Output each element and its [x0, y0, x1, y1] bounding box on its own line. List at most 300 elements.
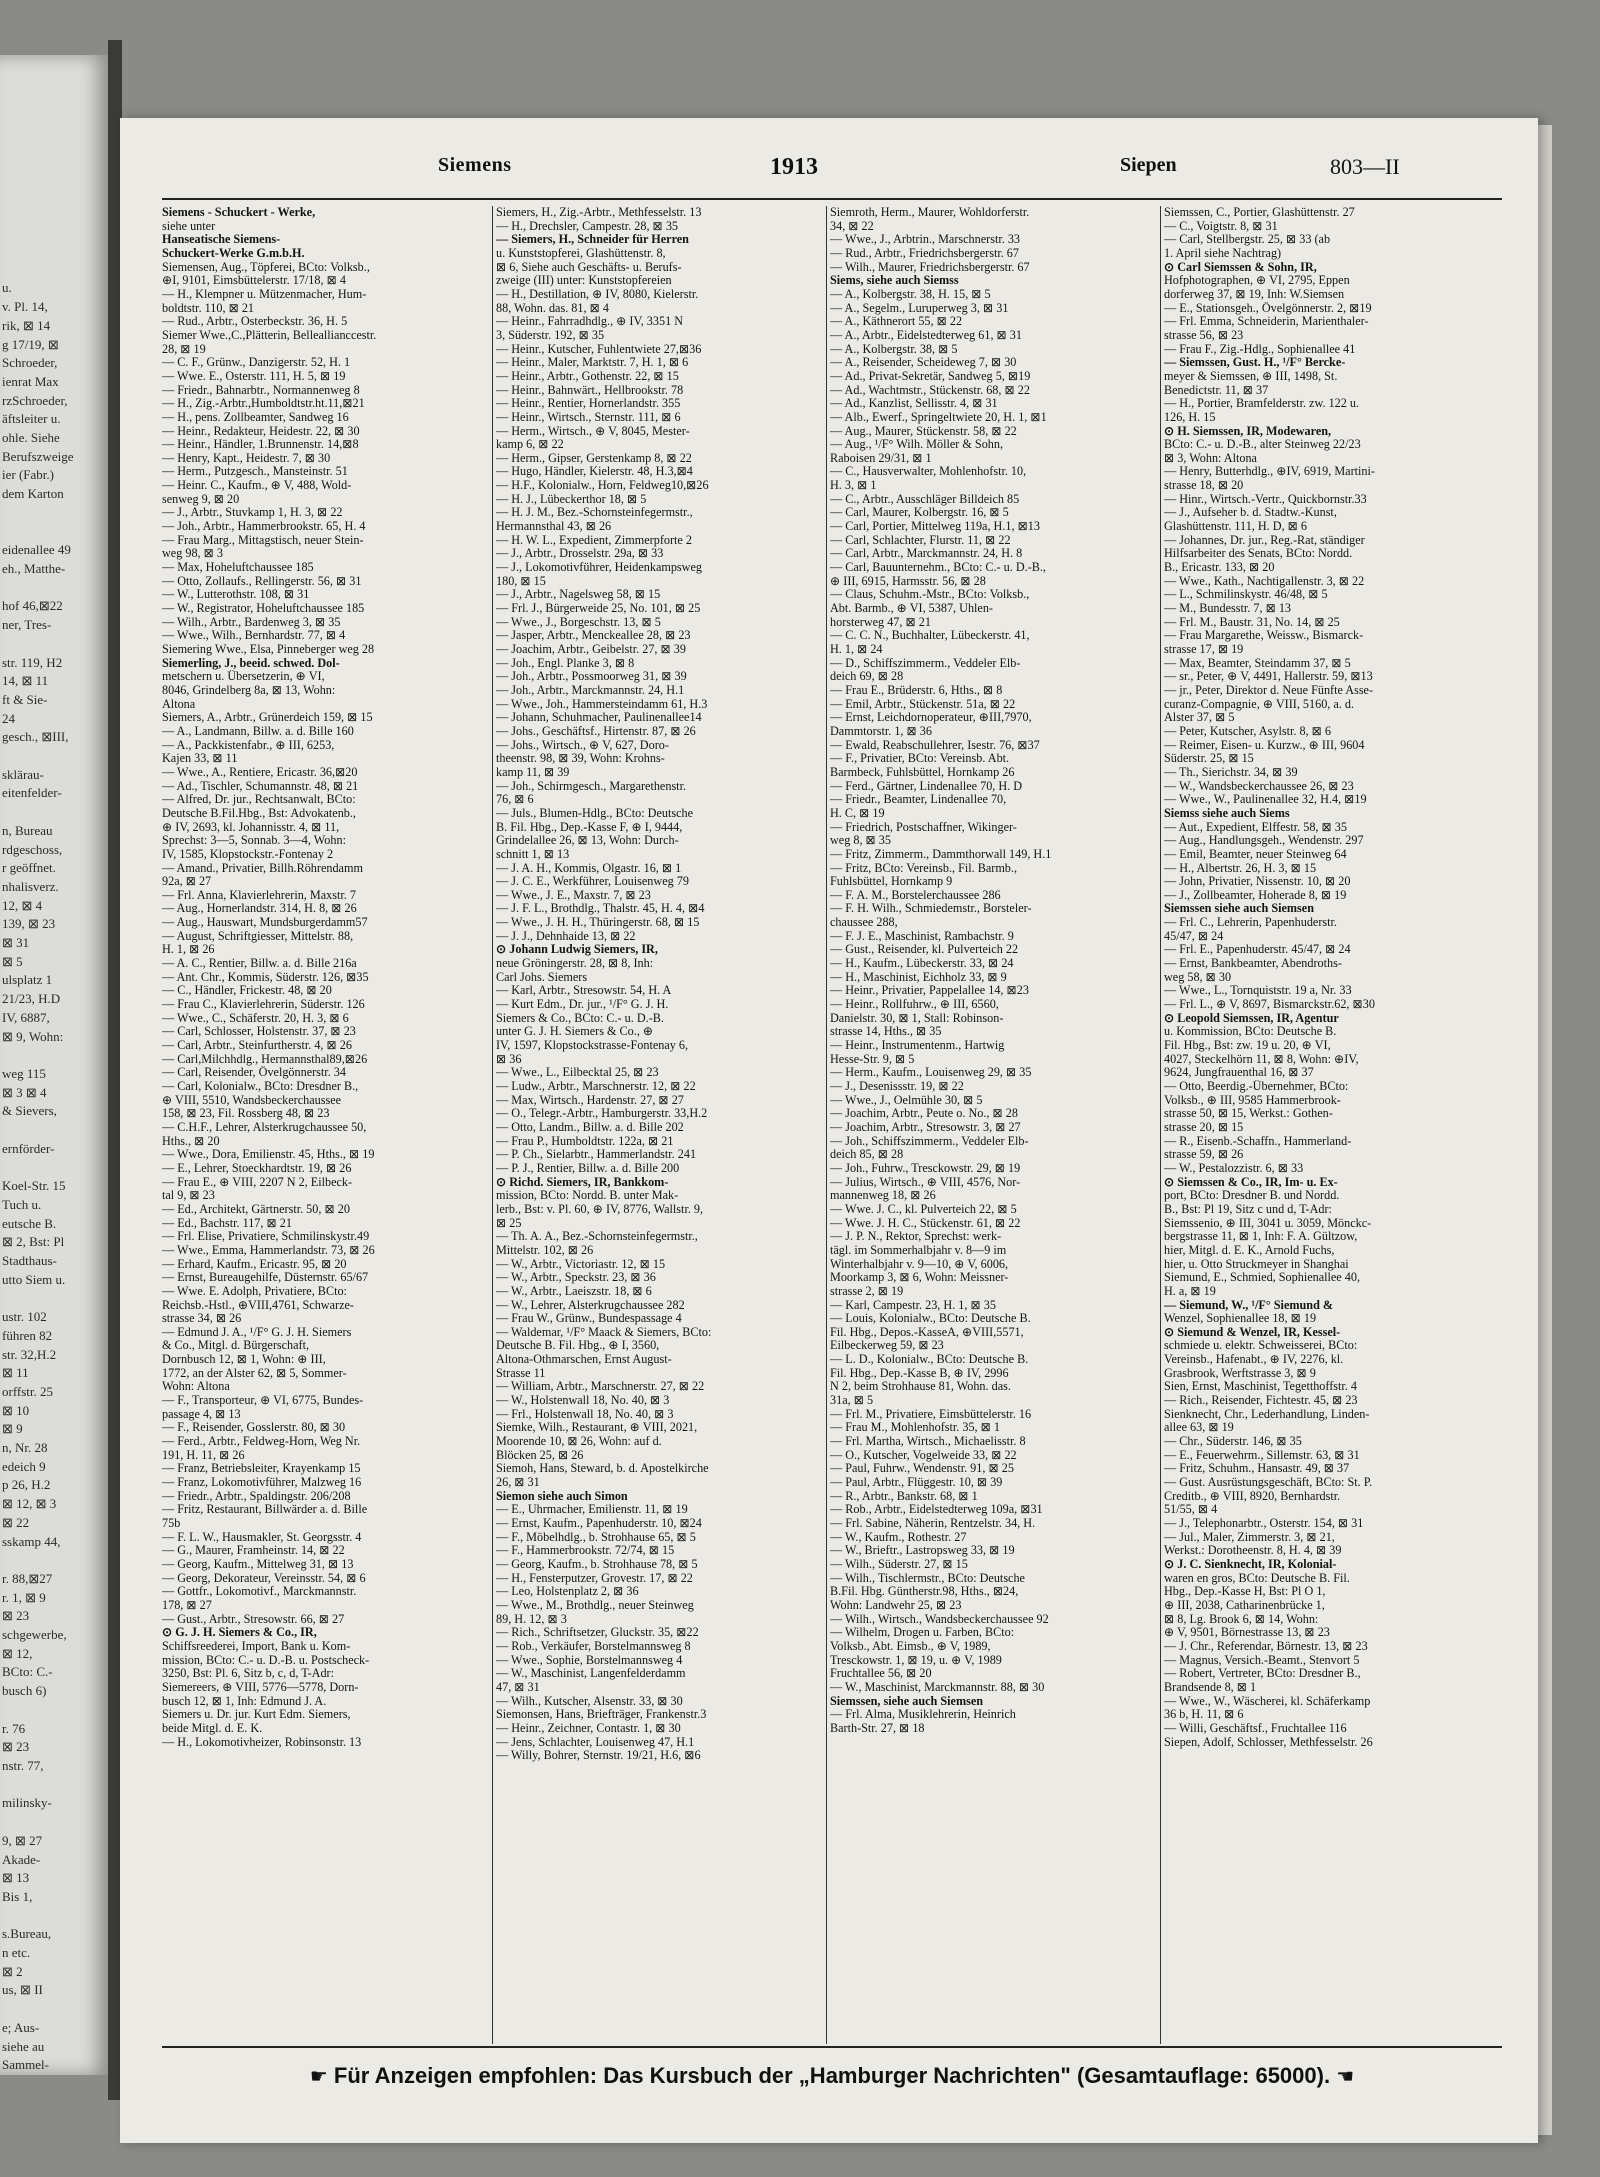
facing-page-line: ⊠ 9, Wohn:: [2, 1028, 64, 1044]
directory-entry-line: — F. L. W., Hausmakler, St. Georgsstr. 4: [162, 1530, 362, 1544]
directory-entry-line: — Peter, Kutscher, Asylstr. 8, ⊠ 6: [1164, 724, 1331, 738]
directory-entry-line: ⊙ Siemssen & Co., IR, Im- u. Ex-: [1164, 1175, 1338, 1189]
facing-page-line: Bis 1,: [2, 1888, 33, 1904]
header-first-entry: Siemens: [438, 154, 512, 176]
facing-page-line: [0, 130, 112, 149]
directory-entry-line: Eilbeckerweg 59, ⊠ 23: [830, 1339, 944, 1353]
facing-page-line: [0, 1158, 112, 1177]
directory-entry-line: — Wilh., Kutscher, Alsenstr. 33, ⊠ 30: [496, 1694, 683, 1708]
directory-entry-line: 4027, Steckelhörn 11, ⊠ 8, Wohn: ⊕IV,: [1164, 1052, 1359, 1066]
facing-page-line: str. 32,H.2: [2, 1346, 57, 1362]
directory-entry-line: — Heinr., Rollfuhrw., ⊕ III, 6560,: [830, 998, 999, 1012]
directory-entry-line: — H., pens. Zollbeamter, Sandweg 16: [162, 410, 349, 424]
directory-entry-line: ⊙ J. C. Sienknecht, IR, Kolonial-: [1164, 1557, 1337, 1571]
directory-entry-line: — W., Registrator, Hoheluftchaussee 185: [162, 602, 365, 616]
directory-entry-line: — F., Möbelhdlg., b. Strohhause 65, ⊠ 5: [496, 1530, 696, 1544]
directory-entry-line: senweg 9, ⊠ 20: [162, 492, 240, 506]
directory-entry-line: Fil. Hbg., Bst: zw. 19 u. 20, ⊕ VI,: [1164, 1039, 1331, 1053]
directory-entry-line: — Wilhelm, Drogen u. Farben, BCto:: [830, 1626, 1015, 1640]
directory-entry-line: — Carl, Portier, Mittelweg 119a, H.1, ⊠13: [830, 520, 1040, 534]
facing-page-line: e; Aus-: [2, 2019, 40, 2035]
directory-entry-line: — Max, Hoheluftchaussee 185: [162, 561, 314, 575]
directory-entry-line: — Friedr., Arbtr., Spaldingstr. 206/208: [162, 1489, 351, 1503]
directory-entry-line: Blöcken 25, ⊠ 26: [496, 1448, 584, 1462]
directory-entry-line: Fruchtallee 56, ⊠ 20: [830, 1667, 932, 1681]
facing-page-line: weg 115: [2, 1065, 46, 1081]
directory-entry-line: — L. D., Kolonialw., BCto: Deutsche B.: [830, 1353, 1029, 1367]
facing-page-line: ier (Fabr.): [2, 467, 54, 483]
directory-entry-line: — Willi, Geschäftsf., Fruchtallee 116: [1164, 1721, 1347, 1735]
directory-entry-line: — Ferd., Gärtner, Lindenallee 70, H. D: [830, 779, 1023, 793]
directory-entry-line: — Frl. L., ⊕ V, 8697, Bismarckstr.62, ⊠30: [1164, 998, 1375, 1012]
directory-entry-line: — Joh., Arbtr., Marckmannstr. 24, H.1: [496, 683, 685, 697]
directory-entry-line: & Co., Mitgl. d. Bürgerschaft,: [162, 1339, 310, 1353]
directory-entry-line: — Alb., Ewerf., Springeltwiete 20, H. 1, ⊠1: [830, 410, 1047, 424]
directory-entry-line: B., Ericastr. 133, ⊠ 20: [1164, 561, 1275, 575]
directory-entry-line: — H., Albertstr. 26, H. 3, ⊠ 15: [1164, 861, 1317, 875]
directory-entry-line: 31a, ⊠ 5: [830, 1394, 874, 1408]
facing-page-fragment: [0, 55, 112, 2075]
directory-entry-line: Siemerling, J., beeid. schwed. Dol-: [162, 656, 340, 670]
directory-entry-line: Hanseatische Siemens-: [162, 233, 281, 247]
directory-entry-line: chaussee 288,: [830, 916, 898, 930]
facing-page-line: str. 119, H2: [2, 654, 63, 670]
directory-entry-line: — Aug., Hauswart, Mundsburgerdamm57: [162, 916, 368, 930]
footer-rule: [162, 2046, 1502, 2048]
directory-entry-line: — C.H.F., Lehrer, Alsterkrugchaussee 50,: [162, 1120, 367, 1134]
directory-entry-line: ⊕ III, 2038, Catharinenbrücke 1,: [1164, 1598, 1325, 1612]
directory-entry-line: Schiffsreederei, Import, Bank u. Kom-: [162, 1639, 351, 1653]
directory-entry-line: horsterweg 47, ⊠ 21: [830, 615, 931, 629]
directory-entry-line: — W., Maschinist, Langenfelderdamm: [496, 1667, 686, 1681]
directory-entry-line: weg 8, ⊠ 35: [830, 834, 891, 848]
directory-entry-line: strasse 50, ⊠ 15, Werkst.: Gothen-: [1164, 1107, 1333, 1121]
facing-page-line: 139, ⊠ 23: [2, 916, 56, 932]
directory-entry-line: Benedictstr. 11, ⊠ 37: [1164, 383, 1269, 397]
directory-entry-line: Wohn: Landwehr 25, ⊠ 23: [830, 1598, 962, 1612]
directory-entry-line: — Heinr., Maler, Marktstr. 7, H. 1, ⊠ 6: [496, 356, 689, 370]
facing-page-line: Koel-Str. 15: [2, 1178, 66, 1194]
facing-page-line: g 17/19, ⊠: [2, 336, 59, 352]
directory-entry-line: — Frau Margarethe, Weissw., Bismarck-: [1164, 629, 1364, 643]
facing-page-line: [0, 1813, 112, 1832]
directory-entry-line: — Otto, Zollaufs., Rellingerstr. 56, ⊠ 31: [162, 574, 362, 588]
facing-page-line: r. 76: [2, 1720, 26, 1736]
directory-entry-line: IV, 1585, Klopstockstr.-Fontenay 2: [162, 847, 334, 861]
directory-entry-line: curanz-Compagnie, ⊕ VIII, 5160, a. d.: [1164, 697, 1355, 711]
directory-entry-line: — Henry, Butterhdlg., ⊕IV, 6919, Martini-: [1164, 465, 1375, 479]
directory-entry-line: — Wilh., Maurer, Friedrichsbergerstr. 67: [830, 260, 1030, 274]
directory-entry-line: Fuhlsbüttel, Hornkamp 9: [830, 875, 953, 889]
directory-entry-line: — Ant. Chr., Kommis, Süderstr. 126, ⊠35: [162, 970, 369, 984]
directory-entry-line: — Carl, Stellbergstr. 25, ⊠ 33 (ab: [1164, 233, 1331, 247]
facing-page-line: 14, ⊠ 11: [2, 673, 49, 689]
facing-page-line: [0, 261, 112, 280]
directory-entry-line: — Joh., Fuhrw., Tresckowstr. 29, ⊠ 19: [830, 1161, 1021, 1175]
directory-entry-line: — W., Lutterothstr. 108, ⊠ 31: [162, 588, 310, 602]
directory-entry-line: Siemssen siehe auch Siemsen: [1164, 902, 1314, 916]
directory-entry-line: — jr., Peter, Direktor d. Neue Fünfte Asse-: [1164, 683, 1374, 697]
directory-entry-line: — Heinr., Fahrradhdlg., ⊕ IV, 3351 N: [496, 315, 684, 329]
facing-page-line: sklärau-: [2, 766, 44, 782]
directory-entry-line: — Rud., Arbtr., Friedrichsbergerstr. 67: [830, 246, 1019, 260]
directory-entry-line: — Carl, Schlachter, Flurstr. 11, ⊠ 22: [830, 533, 1011, 547]
directory-entry-line: — W., Brieftr., Lastropsweg 33, ⊠ 19: [830, 1544, 1015, 1558]
directory-entry-line: H. 1, ⊠ 26: [162, 943, 215, 957]
facing-page-line: IV, 6887,: [2, 1009, 50, 1025]
facing-page-line: eutsche B.: [2, 1215, 57, 1231]
directory-entry-line: 1. April siehe Nachtrag): [1164, 246, 1282, 260]
directory-entry-line: — Joh., Arbtr., Hammerbrookstr. 65, H. 4: [162, 520, 366, 534]
directory-entry-line: — J., Arbtr., Nagelsweg 58, ⊠ 15: [496, 588, 661, 602]
directory-entry-line: lerb., Bst: v. Pl. 60, ⊕ IV, 8776, Wallstr. 9,: [496, 1202, 704, 1216]
directory-entry-line: Fil. Hbg., Dep.-Kasse B, ⊕ IV, 2996: [830, 1366, 1009, 1380]
pointing-hand-icon: ☚: [1336, 2064, 1355, 2088]
directory-entry-line: ⊕ III, 6915, Harmsstr. 56, ⊠ 28: [830, 574, 986, 588]
facing-page-line: rdgeschoss,: [2, 841, 63, 857]
directory-entry-line: — Max, Beamter, Steindamm 37, ⊠ 5: [1164, 656, 1351, 670]
facing-page-line: ienrat Max: [2, 373, 59, 389]
directory-entry-line: — Franz, Lokomotivführer, Malzweg 16: [162, 1476, 362, 1490]
directory-entry-line: Siemssenio, ⊕ III, 3041 u. 3059, Mönckc-: [1164, 1216, 1372, 1230]
facing-page-line: busch 6): [2, 1683, 47, 1699]
directory-entry-line: — Joh., Schiffszimmerm., Veddeler Elb-: [830, 1134, 1029, 1148]
directory-entry-line: theenstr. 98, ⊠ 39, Wohn: Krohns-: [496, 752, 665, 766]
directory-entry-line: — Wwe. J. C., kl. Pulverteich 22, ⊠ 5: [830, 1202, 1017, 1216]
directory-entry-line: Siemereers, ⊕ VIII, 5776—5778, Dorn-: [162, 1680, 359, 1694]
directory-entry-line: — J., Lokomotivführer, Heidenkampsweg: [496, 561, 702, 575]
facing-page-line: [0, 223, 112, 242]
facing-page-line: orffstr. 25: [2, 1383, 54, 1399]
directory-entry-line: kamp 11, ⊠ 39: [496, 765, 570, 779]
directory-entry-line: H. 1, ⊠ 24: [830, 643, 883, 656]
facing-page-line: 9, ⊠ 27: [2, 1832, 43, 1848]
directory-entry-line: Siemoh, Hans, Steward, b. d. Apostelkirche: [496, 1462, 709, 1476]
facing-page-text: [0, 55, 112, 2075]
facing-page-line: & Sievers,: [2, 1103, 57, 1119]
directory-entry-line: — Frau C., Klavierlehrerin, Süderstr. 126: [162, 998, 365, 1012]
directory-entry-line: — C., Händler, Frickestr. 48, ⊠ 20: [162, 984, 332, 998]
directory-entry-line: — W., Arbtr., Laeiszstr. 18, ⊠ 6: [496, 1284, 652, 1298]
facing-page-line: edeich 9: [2, 1458, 46, 1474]
facing-page-line: [0, 242, 112, 261]
directory-entry-line: ⊙ H. Siemssen, IR, Modewaren,: [1164, 424, 1332, 438]
directory-entry-line: — Paul, Fuhrw., Wendenstr. 91, ⊠ 25: [830, 1462, 1014, 1476]
directory-entry-line: 1772, an der Alster 62, ⊠ 5, Sommer-: [162, 1366, 347, 1380]
facing-page-line: ⊠ 13: [2, 1870, 30, 1886]
directory-entry-line: 3250, Bst: Pl. 6, Sitz b, c, d, T-Adr:: [162, 1667, 334, 1681]
facing-page-line: [0, 504, 112, 523]
facing-page-line: eh., Matthe-: [2, 560, 66, 576]
directory-entry-line: 47, ⊠ 31: [496, 1680, 540, 1694]
directory-entry-line: — Carl, Maurer, Kolbergstr. 16, ⊠ 5: [830, 506, 1009, 520]
directory-entry-line: 75b: [162, 1517, 181, 1530]
directory-entry-line: — Wwe., Sophie, Borstelmannsweg 4: [496, 1653, 683, 1667]
directory-entry-line: 76, ⊠ 6: [496, 793, 534, 807]
directory-entry-line: ⊕ V, 9501, Börnestrasse 13, ⊠ 23: [1164, 1626, 1330, 1640]
directory-entry-line: u. Kunststopferei, Glashüttenstr. 8,: [496, 246, 666, 260]
facing-page-line: v. Pl. 14,: [2, 299, 48, 315]
directory-entry-line: ⊕I, 9101, Eimsbüttelerstr. 17/18, ⊠ 4: [162, 274, 346, 288]
facing-page-line: [0, 1776, 112, 1795]
directory-entry-line: BCto: C.- u. D.-B., alter Steinweg 22/23: [1164, 438, 1361, 452]
directory-entry-line: — Herm., Wirtsch., ⊕ V, 8045, Mester-: [496, 424, 690, 438]
facing-page-line: r geöffnet.: [2, 860, 56, 876]
facing-page-line: ner, Tres-: [2, 617, 52, 633]
directory-entry-line: — A. C., Rentier, Billw. a. d. Bille 216a: [162, 957, 357, 971]
directory-entry-line: Abt. Barmb., ⊕ VI, 5387, Uhlen-: [830, 602, 993, 616]
directory-entry-line: allee 63, ⊠ 19: [1164, 1421, 1234, 1435]
directory-entry-line: — A., Segelm., Luruperweg 3, ⊠ 31: [830, 301, 1009, 315]
directory-entry-line: — Carl, Schlosser, Holstenstr. 37, ⊠ 23: [162, 1025, 356, 1039]
directory-entry-line: — Franz, Betriebsleiter, Krayenkamp 15: [162, 1462, 361, 1476]
facing-page-line: r. 88,⊠27: [2, 1570, 53, 1586]
directory-entry-line: 88, Wohn. das. 81, ⊠ 4: [496, 301, 609, 315]
directory-entry-line: — Rich., Reisender, Fichtestr. 45, ⊠ 23: [1164, 1394, 1358, 1408]
directory-entry-line: mannenweg 18, ⊠ 26: [830, 1189, 936, 1203]
directory-entry-line: — August, Schriftgiesser, Mittelstr. 88,: [162, 929, 354, 943]
directory-entry-line: — J. J., Dehnhaide 13, ⊠ 22: [496, 929, 636, 943]
directory-entry-line: — Ernst, Leichdornoperateur, ⊕III,7970,: [830, 711, 1032, 725]
directory-entry-line: — Heinr., Arbtr., Gothenstr. 22, ⊠ 15: [496, 369, 679, 383]
directory-entry-line: — A., Kolbergstr. 38, ⊠ 5: [830, 342, 958, 356]
directory-entry-line: — Johs., Geschäftsf., Hirtenstr. 87, ⊠ 26: [496, 724, 696, 738]
directory-entry-line: tägl. im Sommerhalbjahr v. 8—9 im: [830, 1243, 1007, 1257]
directory-entry-line: Reichsb.-Hstl., ⊕VIII,4761, Schwarze-: [162, 1298, 354, 1312]
facing-page-line: [0, 92, 112, 111]
facing-page-line: rzSchroeder,: [2, 392, 68, 408]
directory-entry-line: — Gust., Arbtr., Stresowstr. 66, ⊠ 27: [162, 1612, 345, 1626]
directory-entry-line: 28, ⊠ 19: [162, 342, 206, 356]
directory-entry-line: — Wwe., A., Rentiere, Ericastr. 36,⊠20: [162, 765, 358, 779]
directory-entry-line: Vereinsb., Hafenabt., ⊕ IV, 2276, kl.: [1164, 1353, 1344, 1367]
facing-page-line: s.Bureau,: [2, 1926, 52, 1942]
directory-entry-line: — Wwe., J., Arbtrin., Marschnerstr. 33: [830, 233, 1021, 247]
directory-entry-line: — Heinr., Zeichner, Contastr. 1, ⊠ 30: [496, 1721, 681, 1735]
directory-entry-line: — Ad., Kanzlist, Sellisstr. 4, ⊠ 31: [830, 397, 998, 411]
directory-entry-line: — Wwe., C., Schäferstr. 20, H. 3, ⊠ 6: [162, 1011, 349, 1025]
directory-entry-line: — Gottfr., Lokomotivf., Marckmannstr.: [162, 1585, 357, 1599]
directory-entry-line: — F. J. E., Maschinist, Rambachstr. 9: [830, 929, 1014, 943]
directory-entry-line: — H., Klempner u. Mützenmacher, Hum-: [162, 287, 367, 301]
directory-entry-line: — Aug., ¹/F° Wilh. Möller & Sohn,: [830, 438, 1004, 452]
directory-entry-line: — J. A. H., Kommis, Olgastr. 16, ⊠ 1: [496, 861, 682, 875]
directory-entry-line: Sien, Ernst, Maschinist, Tegetthoffstr. 4: [1164, 1380, 1358, 1394]
footer-text: Für Anzeigen empfohlen: Das Kursbuch der „Hamburger Nachrichten" (Gesamtauflage: 65000).: [333, 2063, 1331, 2088]
directory-entry-line: waren en gros, BCto: Deutsche B. Fil.: [1164, 1571, 1350, 1585]
directory-entry-line: — C., Arbtr., Ausschläger Billdeich 85: [830, 492, 1020, 506]
column-divider: [826, 206, 827, 2044]
directory-entry-line: — Karl, Arbtr., Stresowstr. 54, H. A: [496, 984, 672, 998]
directory-entry-line: IV, 1597, Klopstockstrasse-Fontenay 6,: [496, 1039, 689, 1053]
directory-entry-line: — J. P. N., Rektor, Sprechst: werk-: [830, 1230, 1002, 1244]
directory-entry-line: — F., Privatier, BCto: Vereinsb. Abt.: [830, 752, 1010, 766]
directory-entry-line: Hesse-Str. 9, ⊠ 5: [830, 1052, 915, 1066]
directory-entry-line: — Friedrich, Postschaffner, Wikinger-: [830, 820, 1017, 834]
pointing-hand-icon: ☛: [309, 2064, 328, 2088]
directory-entry-line: dorferweg 37, ⊠ 19, Inh: W.Siemsen: [1164, 287, 1345, 301]
directory-entry-line: — Ewald, Reabschullehrer, Isestr. 76, ⊠37: [830, 738, 1040, 752]
directory-entry-line: — Waldemar, ¹/F° Maack & Siemers, BCto:: [496, 1325, 712, 1339]
facing-page-line: [0, 1121, 112, 1140]
directory-entry-line: deich 85, ⊠ 28: [830, 1148, 904, 1162]
directory-entry-line: — Wwe., M., Brothdlg., neuer Steinweg: [496, 1598, 694, 1612]
directory-entry-line: — Rob., Arbtr., Eidelstedterweg 109a, ⊠31: [830, 1503, 1043, 1517]
directory-entry-line: Kajen 33, ⊠ 11: [162, 752, 238, 766]
directory-entry-line: — Wwe., L., Eilbecktal 25, ⊠ 23: [496, 1066, 659, 1080]
directory-entry-line: — F., Hammerbrookstr. 72/74, ⊠ 15: [496, 1544, 675, 1558]
column-4: [1164, 206, 1489, 2044]
directory-entry-line: — Erhard, Kaufm., Ericastr. 95, ⊠ 20: [162, 1257, 347, 1271]
facing-page-line: us, ⊠ II: [2, 1982, 43, 1998]
facing-page-line: Akade-: [2, 1851, 41, 1867]
facing-page-line: 12, ⊠ 4: [2, 897, 43, 913]
directory-entry-line: ⊙ Richd. Siemers, IR, Bankkom-: [496, 1175, 669, 1189]
directory-entry-line: — Chr., Süderstr. 146, ⊠ 35: [1164, 1435, 1302, 1449]
directory-entry-line: Siemens - Schuckert - Werke,: [162, 206, 316, 219]
directory-entry-line: — Th., Sierichstr. 34, ⊠ 39: [1164, 765, 1298, 779]
directory-entry-line: B.Fil. Hbg. Güntherstr.98, Hths., ⊠24,: [830, 1585, 1019, 1599]
directory-entry-line: boldtstr. 110, ⊠ 21: [162, 301, 255, 315]
directory-entry-line: — Frau P., Humboldtstr. 122a, ⊠ 21: [496, 1134, 674, 1148]
directory-entry-line: ⊠ 25: [496, 1216, 522, 1230]
directory-entry-line: zweige (III) unter: Kunststopfereien: [496, 274, 672, 288]
directory-entry-line: — Frl. Martha, Wirtsch., Michaelisstr. 8: [830, 1435, 1026, 1449]
facing-page-line: [0, 1701, 112, 1720]
directory-entry-line: — E., Lehrer, Stoeckhardtstr. 19, ⊠ 26: [162, 1161, 352, 1175]
directory-entry-line: schmiede u. elektr. Schweisserei, BCto:: [1164, 1339, 1358, 1353]
directory-entry-line: — Ernst, Kaufm., Papenhuderstr. 10, ⊠24: [496, 1517, 702, 1530]
directory-entry-line: — Heinr., Händler, 1.Brunnenstr. 14,⊠8: [162, 438, 359, 452]
directory-entry-line: — W., Pestalozzistr. 6, ⊠ 33: [1164, 1161, 1304, 1175]
directory-entry-line: — J., Arbtr., Stuvkamp 1, H. 3, ⊠ 22: [162, 506, 343, 520]
directory-entry-line: hier, Mitgl. d. E. K., Arnold Fuchs,: [1164, 1243, 1335, 1257]
directory-entry-line: — J., Zollbeamter, Hoherade 8, ⊠ 19: [1164, 888, 1347, 902]
directory-entry-line: 92a, ⊠ 27: [162, 875, 212, 889]
directory-entry-line: 3, Süderstr. 192, ⊠ 35: [496, 328, 605, 342]
directory-entry-line: — Amand., Privatier, Billh.Röhrendamm: [162, 861, 363, 875]
directory-entry-line: — Georg, Kaufm., b. Strohhause 78, ⊠ 5: [496, 1557, 698, 1571]
directory-entry-line: — F. H. Wilh., Schmiedemstr., Borsteler-: [830, 902, 1032, 916]
directory-entry-line: — Emil, Arbtr., Stückenstr. 51a, ⊠ 22: [830, 697, 1016, 711]
facing-page-line: schgewerbe,: [2, 1627, 67, 1643]
page-number: 803—II: [1330, 154, 1400, 179]
directory-entry-line: u. Kommission, BCto: Deutsche B.: [1164, 1025, 1337, 1039]
column-divider: [1160, 206, 1161, 2044]
directory-entry-line: — Henry, Kapt., Heidestr. 7, ⊠ 30: [162, 451, 331, 465]
directory-entry-line: — Wwe., J. H. H., Thüringerstr. 68, ⊠ 15: [496, 916, 700, 930]
directory-entry-line: Hths., ⊠ 20: [162, 1134, 220, 1148]
directory-entry-line: Grasbrook, Werftstrasse 3, ⊠ 9: [1164, 1366, 1316, 1380]
facing-page-line: n, Bureau: [2, 822, 53, 838]
directory-entry-line: — Wwe. E. Adolph, Privatiere, BCto:: [162, 1284, 347, 1298]
directory-entry-line: — Joachim, Arbtr., Stresowstr. 3, ⊠ 27: [830, 1120, 1021, 1134]
directory-entry-line: ⊙ Leopold Siemssen, IR, Agentur: [1164, 1011, 1339, 1025]
directory-entry-line: 34, ⊠ 22: [830, 219, 874, 233]
directory-entry-line: — Max, Wirtsch., Hardenstr. 27, ⊠ 27: [496, 1093, 684, 1107]
directory-entry-line: — Rud., Arbtr., Osterbeckstr. 36, H. 5: [162, 315, 348, 329]
facing-page-line: [0, 186, 112, 205]
directory-entry-line: B., Bst: Pl 19, Sitz c und d, T-Adr:: [1164, 1202, 1332, 1216]
directory-entry-line: — Frl. Emma, Schneiderin, Marienthaler-: [1164, 315, 1369, 329]
directory-entry-line: — C., Voigtstr. 8, ⊠ 31: [1164, 219, 1278, 233]
facing-page-line: utto Siem u.: [2, 1271, 66, 1287]
directory-entry-line: strasse 59, ⊠ 26: [1164, 1148, 1244, 1162]
directory-entry-line: — Wilh., Süderstr. 27, ⊠ 15: [830, 1557, 968, 1571]
advertisement-footer: [162, 2056, 1502, 2096]
directory-entry-line: H. a, ⊠ 19: [1164, 1284, 1216, 1298]
directory-entry-line: — H., Drechsler, Campestr. 28, ⊠ 35: [496, 219, 679, 233]
directory-entry-line: Altona-Othmarschen, Ernst August-: [496, 1353, 672, 1367]
facing-page-line: ⊠ 12, ⊠ 3: [2, 1496, 57, 1512]
directory-entry-line: Hilfsarbeiter des Senats, BCto: Nordd.: [1164, 547, 1353, 561]
directory-entry-line: — H., Portier, Bramfelderstr. zw. 122 u.: [1164, 397, 1360, 411]
directory-entry-line: ⊕ IV, 2693, kl. Johannisstr. 4, ⊠ 11,: [162, 820, 340, 834]
directory-entry-line: 158, ⊠ 23, Fil. Rossberg 48, ⊠ 23: [162, 1107, 330, 1121]
directory-entry-line: Siemss siehe auch Siems: [1164, 806, 1290, 820]
directory-entry-line: — H. J., Lübeckerthor 18, ⊠ 5: [496, 492, 647, 506]
directory-entry-line: — J., Aufseher b. d. Stadtw.-Kunst,: [1164, 506, 1337, 520]
facing-page-line: ⊠ 2, Bst: Pl: [2, 1234, 65, 1250]
facing-page-line: [0, 149, 112, 168]
directory-entry-line: — Jens, Schlachter, Louisenweg 47, H.1: [496, 1735, 695, 1749]
directory-entry-line: Siemering Wwe., Elsa, Pinneberger weg 28: [162, 643, 375, 656]
directory-entry-line: hier, u. Otto Struckmeyer in Shanghai: [1164, 1257, 1349, 1271]
directory-entry-line: — William, Arbtr., Marschnerstr. 27, ⊠ 22: [496, 1380, 705, 1394]
facing-page-line: ernförder-: [2, 1140, 55, 1156]
directory-entry-line: — Siemssen, Gust. H., ¹/F° Bercke-: [1164, 356, 1346, 370]
directory-entry-line: — W., Arbtr., Victoriastr. 12, ⊠ 15: [496, 1257, 666, 1271]
directory-entry-line: — Heinr., Instrumentenm., Hartwig: [830, 1039, 1005, 1053]
directory-entry-line: — J. F. L., Brothdlg., Thalstr. 45, H. 4, ⊠4: [496, 902, 705, 916]
directory-entry-line: — Leo, Holstenplatz 2, ⊠ 36: [496, 1585, 639, 1599]
directory-entry-line: — Hugo, Händler, Kielerstr. 48, H.3,⊠4: [496, 465, 693, 479]
directory-entry-line: — Siemund, W., ¹/F° Siemund &: [1164, 1298, 1334, 1312]
directory-entry-line: — Frl. Anna, Klavierlehrerin, Maxstr. 7: [162, 888, 356, 902]
facing-page-line: ⊠ 23: [2, 1739, 30, 1755]
facing-page-line: BCto: C.-: [2, 1664, 53, 1680]
directory-entry-line: Dammtorstr. 1, ⊠ 36: [830, 724, 932, 738]
directory-entry-line: — Joh., Arbtr., Possmoorweg 31, ⊠ 39: [496, 670, 687, 684]
facing-page-line: äftsleiter u.: [2, 411, 61, 427]
directory-entry-line: — O., Telegr.-Arbtr., Hamburgerstr. 33,H.2: [496, 1107, 708, 1121]
directory-entry-line: — W., Holstenwall 18, No. 40, ⊠ 3: [496, 1394, 670, 1408]
directory-entry-line: — Heinr., Rentier, Hornerlandstr. 355: [496, 397, 681, 411]
facing-page-line: ⊠ 10: [2, 1402, 30, 1418]
directory-entry-line: — C. C. N., Buchhalter, Lübeckerstr. 41,: [830, 629, 1030, 643]
directory-entry-line: — F., Transporteur, ⊕ VI, 6775, Bundes-: [162, 1394, 364, 1408]
directory-entry-line: 8046, Grindelberg 8a, ⊠ 13, Wohn:: [162, 683, 336, 697]
facing-page-line: [0, 635, 112, 654]
directory-entry-line: — M., Bundesstr. 7, ⊠ 13: [1164, 602, 1292, 616]
directory-entry-line: — Joh., Schirmgesch., Margarethenstr.: [496, 779, 687, 793]
facing-page-line: ulsplatz 1: [2, 972, 53, 988]
directory-entry-line: N 2, beim Strohhause 81, Wohn. das.: [830, 1380, 1011, 1394]
directory-entry-line: — Otto, Beerdig.-Übernehmer, BCto:: [1164, 1080, 1349, 1093]
directory-entry-line: — Claus, Schuhm.-Mstr., BCto: Volksb.,: [830, 588, 1030, 602]
directory-entry-line: Süderstr. 25, ⊠ 15: [1164, 752, 1254, 766]
directory-entry-line: weg 58, ⊠ 30: [1164, 970, 1232, 984]
directory-entry-line: — Aut., Expedient, Elffestr. 58, ⊠ 35: [1164, 820, 1347, 834]
directory-entry-line: Altona: [162, 697, 196, 711]
directory-entry-line: — Carl, Bauunternehm., BCto: C.- u. D.-B.,: [830, 561, 1046, 575]
directory-entry-line: metschern u. Übersetzerin, ⊕ VI,: [162, 670, 325, 684]
facing-page-line: ohle. Siehe: [2, 430, 60, 446]
directory-entry-line: — C. F., Grünw., Danzigerstr. 52, H. 1: [162, 356, 351, 370]
directory-entry-line: B. Fil. Hbg., Dep.-Kasse F, ⊕ I, 9444,: [496, 820, 683, 834]
directory-entry-line: — Jasper, Arbtr., Menckeallee 28, ⊠ 23: [496, 629, 691, 643]
directory-entry-line: Siemssen, siehe auch Siemsen: [830, 1694, 984, 1708]
